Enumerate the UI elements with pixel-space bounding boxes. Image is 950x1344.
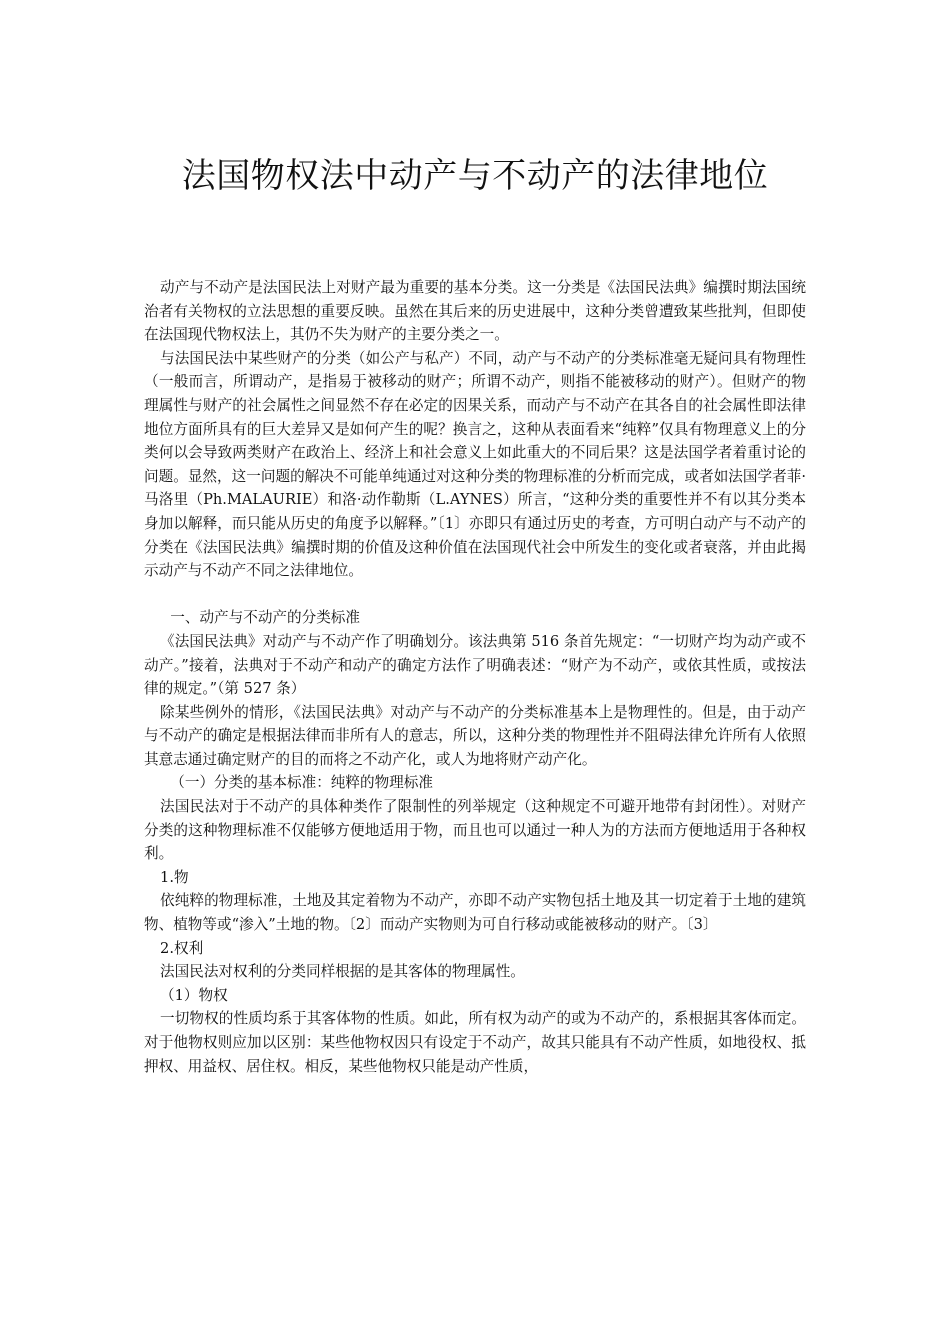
paragraph: 与法国民法中某些财产的分类（如公产与私产）不同，动产与不动产的分类标准毫无疑问具有物理性（一般而言，所谓动产，是指易于被移动的财产；所谓不动产，则指不能被移动的财产）。但财产的物理属性与财产的社会属性之间显然不存在必定的因果关系，而动产与不动产在其各自的社会属性即法律地位方面所具有的巨大差异又是如何产生的呢？换言之，这种从表面看来“纯粹”仅具有物理意义上的分类何以会导致两类财产在政治上、经济上和社会意义上如此重大的不同后果？这是法国学者着重讨论的问题。显然，这一问题的解决不可能单纯通过对这种分类的物理标准的分析而完成，或者如法国学者菲·马洛里（Ph.MALAURIE）和洛·动作勒斯（L.AYNES）所言，“这种分类的重要性并不有以其分类本身加以解释，而只能从历史的角度予以解释。”〔1〕亦即只有通过历史的考查，方可明白动产与不动产的分类在《法国民法典》编撰时期的价值及这种价值在法国现代社会中所发生的变化或者衰落，并由此揭示动产与不动产不同之法律地位。: [144, 349, 806, 580]
item-heading: 1.物: [160, 868, 189, 886]
paragraph: 法国民法对于不动产的具体种类作了限制性的列举规定（这种规定不可避开地带有封闭性）。对财产分类的这种物理标准不仅能够方便地适用于物，而且也可以通过一种人为的方法而方便地适用于各种权利。: [144, 798, 806, 863]
item-heading: 2.权利: [160, 939, 204, 957]
paragraph: 一切物权的性质均系于其客体物的性质。如此，所有权为动产的或为不动产的，系根据其客体而定。对于他物权则应加以区别：某些他物权因只有设定于不动产，故其只能具有不动产性质，如地役权、抵押权、用益权、居住权。相反，某些他物权只能是动产性质，: [144, 1010, 806, 1075]
paragraph: 除某些例外的情形，《法国民法典》对动产与不动产的分类标准基本上是物理性的。但是，由于动产与不动产的确定是根据法律而非所有人的意志，所以，这种分类的物理性并不阻碍法律允许所有人依照其意志通过确定财产的目的而将之不动产化，或人为地将财产动产化。: [144, 703, 806, 768]
paragraph: 《法国民法典》对动产与不动产作了明确划分。该法典第 516 条首先规定：“一切财产均为动产或不动产。”接着，法典对于不动产和动产的确定方法作了明确表述：“财产为不动产，或依其性质，或按法律的规定。”（第 527 条）: [144, 632, 806, 698]
subsection-heading: （一）分类的基本标准：纯粹的物理标准: [170, 774, 433, 792]
document-body: [144, 276, 806, 1078]
paragraph: 依纯粹的物理标准，土地及其定着物为不动产，亦即不动产实物包括土地及其一切定着于土地的建筑物、植物等或“渗入”土地的物。〔2〕而动产实物则为可自行移动或能被移动的财产。〔3〕: [144, 892, 806, 934]
paragraph: 法国民法对权利的分类同样根据的是其客体的物理属性。: [160, 963, 525, 981]
document-title: 法国物权法中动产与不动产的法律地位: [181, 156, 769, 196]
item-heading: （1）物权: [160, 986, 228, 1004]
paragraph-spacer: [144, 583, 806, 607]
paragraph: 动产与不动产是法国民法上对财产最为重要的基本分类。这一分类是《法国民法典》编撰时期法国统治者有关物权的立法思想的重要反映。虽然在其后来的历史进展中，这种分类曾遭致某些批判，但即使在法国现代物权法上，其仍不失为财产的主要分类之一。: [144, 279, 806, 344]
section-heading: 一、动产与不动产的分类标准: [170, 609, 360, 627]
